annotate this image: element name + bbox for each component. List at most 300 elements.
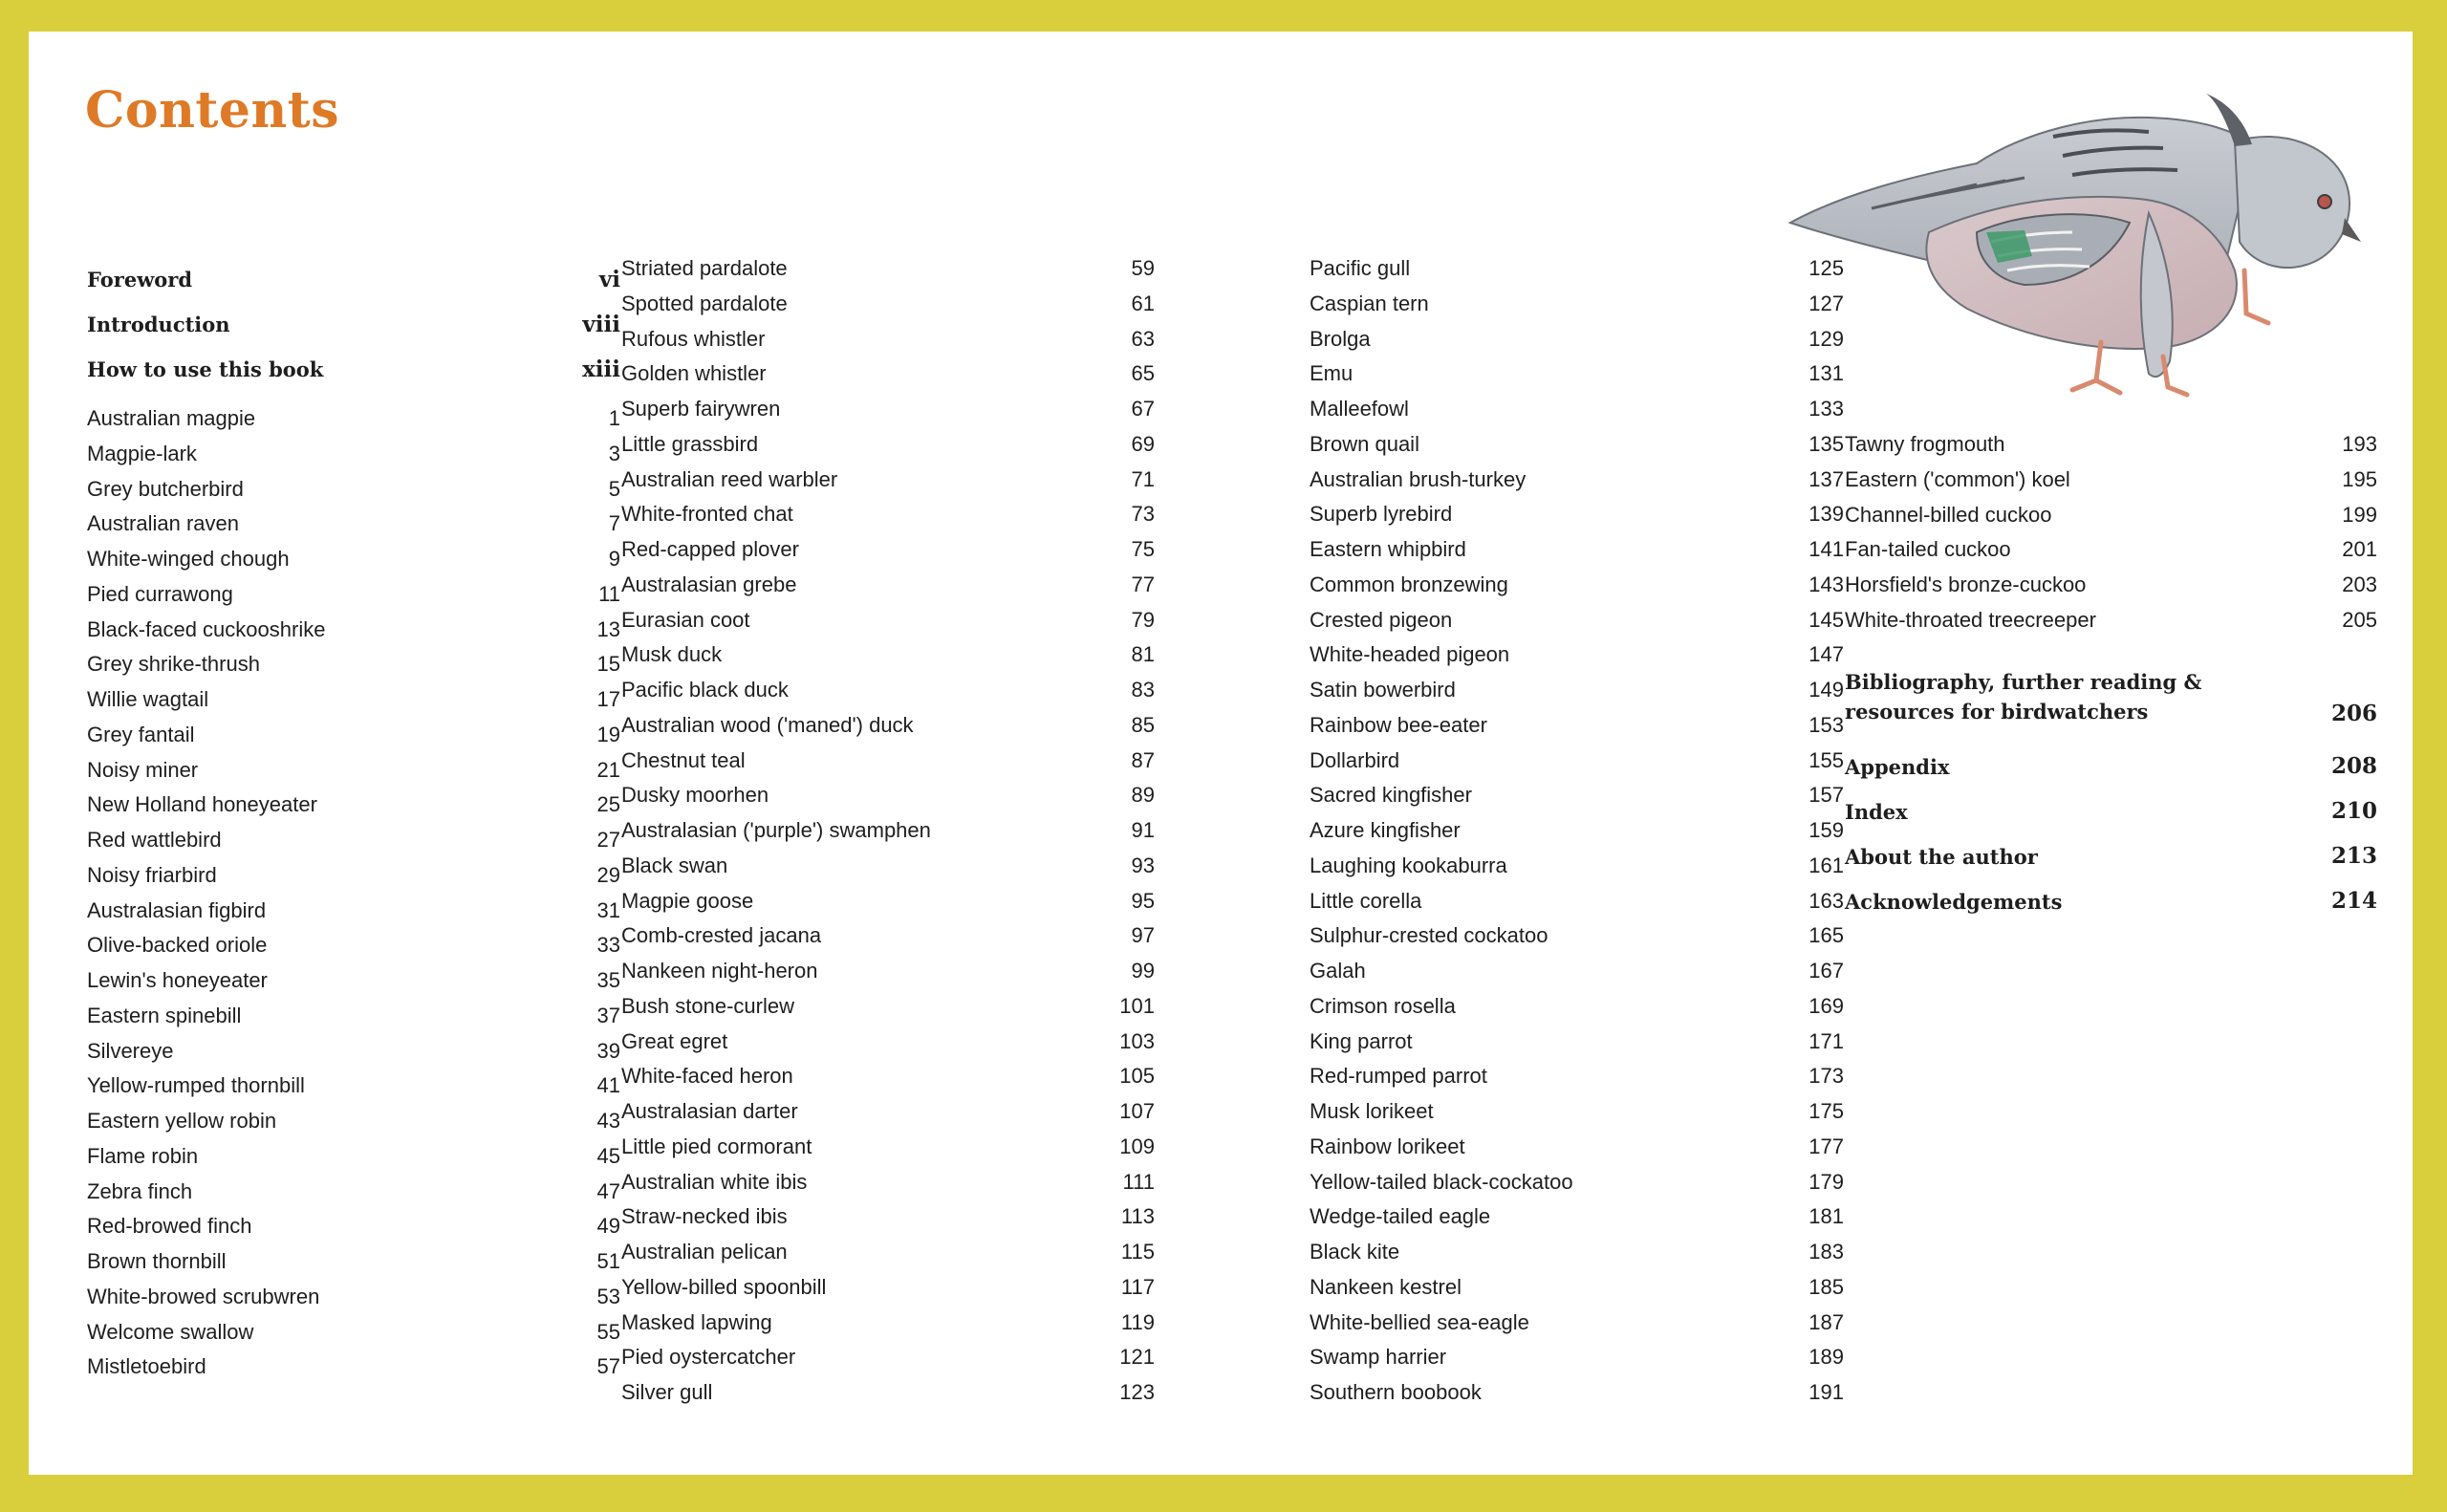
toc-entry[interactable] <box>1310 1199 1844 1235</box>
entry-label: Comb-crested jacana <box>621 923 822 948</box>
entry-label: Musk duck <box>621 642 723 667</box>
entry-label: Australasian grebe <box>621 572 797 596</box>
entry-page: 109 <box>1119 1134 1155 1158</box>
entry-label: Eastern whipbird <box>1310 537 1466 561</box>
entry-page: 189 <box>1808 1345 1844 1370</box>
entry-page: xiii <box>582 356 620 382</box>
entry-label: Foreword <box>87 268 193 292</box>
entry-label: Australian pelican <box>621 1240 788 1264</box>
toc-entry[interactable] <box>87 963 620 999</box>
entry-label: Bush stone-curlew <box>621 993 794 1018</box>
page-title: Contents <box>85 81 340 140</box>
entry-label: Malleefowl <box>1310 397 1409 421</box>
entry-label: Eastern spinebill <box>87 1003 242 1027</box>
entry-page: 121 <box>1119 1345 1155 1370</box>
toc-entry[interactable] <box>1310 1375 1844 1411</box>
entry-page: 9 <box>608 547 620 571</box>
toc-entry[interactable] <box>1310 708 1844 744</box>
entry-label: Australian wood ('maned') duck <box>621 712 914 737</box>
toc-entry[interactable] <box>621 568 1155 603</box>
entry-label: Yellow-billed spoonbill <box>621 1274 827 1299</box>
entry-page: 125 <box>1808 256 1844 280</box>
entry-page: 13 <box>596 616 620 641</box>
entry-page: 15 <box>596 652 620 677</box>
toc-entry[interactable] <box>87 613 620 648</box>
toc-entry[interactable] <box>1310 813 1844 849</box>
entry-label: Magpie-lark <box>87 441 197 465</box>
entry-label: Nankeen kestrel <box>1310 1274 1462 1299</box>
toc-entry[interactable] <box>621 322 1155 357</box>
toc-entry-appendix[interactable] <box>1845 734 2377 779</box>
toc-entry[interactable] <box>621 744 1155 779</box>
entry-page: 105 <box>1119 1064 1155 1089</box>
entry-page: 147 <box>1808 642 1844 667</box>
toc-entry[interactable] <box>87 999 620 1034</box>
entry-page: 49 <box>596 1214 620 1239</box>
toc-entry-bibliography[interactable] <box>1845 658 2377 734</box>
entry-label: Striated pardalote <box>621 256 788 280</box>
entry-page: 39 <box>596 1038 620 1063</box>
entry-label: Australasian figbird <box>87 897 267 922</box>
toc-entry[interactable] <box>87 1315 620 1350</box>
entry-label: Crimson rosella <box>1310 993 1456 1018</box>
entry-label: Pied currawong <box>87 581 233 606</box>
toc-entry[interactable] <box>621 1270 1155 1306</box>
toc-entry[interactable] <box>621 989 1155 1025</box>
entry-label: Horsfield's bronze-cuckoo <box>1845 572 2087 596</box>
entry-label: Straw-necked ibis <box>621 1204 788 1229</box>
entry-label: White-fronted chat <box>621 502 793 527</box>
entry-label: Grey butcherbird <box>87 476 244 501</box>
entry-page: 157 <box>1808 783 1844 808</box>
toc-entry[interactable] <box>621 251 1155 287</box>
toc-entry-introduction[interactable] <box>87 302 620 347</box>
entry-label: Grey fantail <box>87 722 195 746</box>
entry-page: 31 <box>596 897 620 922</box>
entry-page: 208 <box>2330 753 2377 779</box>
toc-entry[interactable] <box>621 1235 1155 1270</box>
toc-entry[interactable] <box>87 1350 620 1385</box>
toc-entry[interactable] <box>621 918 1155 954</box>
entry-label: Red-rumped parrot <box>1310 1064 1487 1089</box>
toc-entry[interactable] <box>1310 497 1844 532</box>
toc-entry[interactable] <box>87 1280 620 1315</box>
entry-page: 35 <box>596 968 620 992</box>
entry-label-line-2: resources for birdwatchers <box>1845 700 2149 724</box>
entry-page: 123 <box>1119 1380 1155 1404</box>
entry-page: 175 <box>1808 1099 1844 1123</box>
entry-label: Eastern ('common') koel <box>1845 466 2070 491</box>
entry-page: 185 <box>1808 1274 1844 1299</box>
entry-page: 145 <box>1808 607 1844 632</box>
entry-page: 183 <box>1808 1240 1844 1264</box>
entry-page: 101 <box>1119 993 1155 1018</box>
toc-entry[interactable] <box>1310 849 1844 884</box>
entry-page: 55 <box>596 1319 620 1344</box>
entry-page: 213 <box>2330 843 2377 869</box>
entry-label: Caspian tern <box>1310 291 1429 315</box>
entry-page: 17 <box>596 687 620 711</box>
toc-entry[interactable] <box>87 577 620 613</box>
entry-page: 77 <box>1131 572 1155 596</box>
toc-entry-how-to-use[interactable] <box>87 347 620 392</box>
toc-entry[interactable] <box>1310 673 1844 708</box>
entry-label: Little pied cormorant <box>621 1134 812 1158</box>
entry-label: Noisy friarbird <box>87 862 217 887</box>
toc-entry[interactable] <box>1310 427 1844 463</box>
entry-page: 193 <box>2342 432 2377 456</box>
entry-page: 21 <box>596 757 620 782</box>
entry-label: Introduction <box>87 313 230 336</box>
entry-label: Superb fairywren <box>621 397 781 421</box>
entry-label: Grey shrike-thrush <box>87 652 260 677</box>
entry-label: Appendix <box>1845 755 1950 779</box>
entry-label: Chestnut teal <box>621 747 746 772</box>
entry-page: 45 <box>596 1143 620 1168</box>
toc-entry[interactable] <box>87 682 620 718</box>
entry-label: Lewin's honeyeater <box>87 968 268 992</box>
toc-entry[interactable] <box>621 1375 1155 1411</box>
entry-page: 131 <box>1808 361 1844 386</box>
entry-page: 113 <box>1120 1204 1155 1229</box>
toc-entry[interactable] <box>1310 884 1844 919</box>
entry-label: Eurasian coot <box>621 607 750 632</box>
entry-page: 191 <box>1808 1380 1844 1404</box>
toc-entry[interactable] <box>87 1104 620 1139</box>
entry-page: 107 <box>1119 1099 1155 1123</box>
entry-page: 117 <box>1120 1274 1155 1299</box>
entry-page: 59 <box>1131 256 1155 280</box>
toc-entry[interactable] <box>621 1059 1155 1094</box>
entry-label: Southern boobook <box>1310 1380 1482 1404</box>
entry-page: 173 <box>1808 1064 1844 1089</box>
entry-label: Noisy miner <box>87 757 199 782</box>
entry-label: Fan-tailed cuckoo <box>1845 537 2011 562</box>
toc-entry[interactable] <box>87 401 620 437</box>
toc-entry[interactable] <box>621 1199 1155 1235</box>
toc-entry[interactable] <box>621 427 1155 463</box>
toc-entry-about-author[interactable] <box>1845 824 2377 869</box>
entry-page: 139 <box>1808 502 1844 527</box>
entry-page: 41 <box>596 1073 620 1098</box>
entry-label: Australasian darter <box>621 1099 798 1123</box>
entry-page: 127 <box>1808 291 1844 315</box>
toc-entry[interactable] <box>621 1306 1155 1341</box>
entry-label: Tawny frogmouth <box>1845 432 2005 456</box>
toc-entry[interactable] <box>1845 532 2377 568</box>
entry-label: Yellow-tailed black-cockatoo <box>1310 1169 1573 1194</box>
toc-column-2 <box>621 251 1155 1411</box>
toc-entry[interactable] <box>87 718 620 753</box>
entry-page: 187 <box>1808 1309 1844 1334</box>
entry-page: 103 <box>1119 1028 1155 1053</box>
toc-entry[interactable] <box>1310 568 1844 603</box>
entry-label: Rainbow lorikeet <box>1310 1134 1465 1158</box>
toc-entry[interactable] <box>1310 778 1844 813</box>
toc-entry[interactable] <box>621 813 1155 849</box>
toc-entry[interactable] <box>1310 918 1844 954</box>
toc-entry[interactable] <box>621 1094 1155 1130</box>
entry-label: Rainbow bee-eater <box>1310 712 1487 737</box>
toc-entry[interactable] <box>87 1069 620 1104</box>
entry-page: 91 <box>1131 818 1155 842</box>
entry-label: Masked lapwing <box>621 1309 772 1334</box>
entry-label: Pacific black duck <box>621 678 789 702</box>
toc-column-4 <box>1845 427 2377 638</box>
entry-label: Willie wagtail <box>87 687 209 711</box>
toc-entry[interactable] <box>87 753 620 788</box>
entry-label: Golden whistler <box>621 361 767 386</box>
entry-page: 171 <box>1808 1028 1844 1053</box>
entry-page: 83 <box>1131 678 1155 702</box>
entry-page: 89 <box>1131 783 1155 808</box>
entry-page: 214 <box>2330 888 2377 914</box>
toc-entry[interactable] <box>1310 637 1844 673</box>
toc-entry[interactable] <box>1310 1025 1844 1060</box>
entry-page: 119 <box>1120 1309 1155 1334</box>
toc-entry[interactable] <box>87 1139 620 1175</box>
entry-label: Australian brush-turkey <box>1310 466 1527 491</box>
entry-label: Musk lorikeet <box>1310 1099 1434 1123</box>
toc-entry[interactable] <box>1310 744 1844 779</box>
entry-label: Black swan <box>621 853 728 877</box>
toc-entry[interactable] <box>87 1175 620 1210</box>
toc-entry[interactable] <box>87 1244 620 1280</box>
entry-page: 153 <box>1808 712 1844 737</box>
entry-label: Galah <box>1310 959 1366 983</box>
entry-label: Silver gull <box>621 1380 713 1404</box>
entry-label: New Holland honeyeater <box>87 792 317 817</box>
entry-label: Swamp harrier <box>1310 1345 1447 1370</box>
entry-label: Acknowledgements <box>1845 890 2063 914</box>
entry-page: viii <box>582 312 620 337</box>
entry-page: 210 <box>2330 798 2377 824</box>
entry-page: 71 <box>1131 466 1155 491</box>
entry-page: 63 <box>1131 326 1155 351</box>
toc-entry[interactable] <box>1310 463 1844 498</box>
toc-entry[interactable] <box>621 497 1155 532</box>
toc-entry[interactable] <box>87 788 620 823</box>
entry-page: 115 <box>1120 1240 1155 1264</box>
toc-entry-foreword[interactable] <box>87 257 620 302</box>
entry-page: 161 <box>1808 853 1844 877</box>
entry-label: Zebra finch <box>87 1178 193 1203</box>
entry-label <box>1845 667 2201 726</box>
entry-page: 99 <box>1131 959 1155 983</box>
entry-label: White-winged chough <box>87 547 290 571</box>
contents-page <box>29 32 2413 1475</box>
toc-entry[interactable] <box>87 823 620 858</box>
toc-entry[interactable] <box>87 1034 620 1069</box>
toc-entry[interactable] <box>621 954 1155 989</box>
toc-column-1 <box>87 401 620 1385</box>
entry-page: 79 <box>1131 607 1155 632</box>
toc-entry[interactable] <box>1310 1094 1844 1130</box>
toc-entry[interactable] <box>621 1340 1155 1375</box>
toc-column-3 <box>1310 251 1844 1411</box>
toc-entry[interactable] <box>87 507 620 542</box>
toc-entry[interactable] <box>87 472 620 508</box>
toc-entry[interactable] <box>87 894 620 929</box>
entry-page: 51 <box>596 1249 620 1273</box>
toc-entry[interactable] <box>1310 1235 1844 1270</box>
toc-entry[interactable] <box>1310 251 1844 287</box>
entry-label-line-1: Bibliography, further reading & <box>1845 670 2202 694</box>
entry-page: 95 <box>1131 888 1155 913</box>
toc-entry[interactable] <box>1310 322 1844 357</box>
toc-entry[interactable] <box>87 542 620 577</box>
entry-page: 53 <box>596 1284 620 1308</box>
entry-label: Yellow-rumped thornbill <box>87 1073 305 1098</box>
toc-entry[interactable] <box>1310 1340 1844 1375</box>
entry-label: Wedge-tailed eagle <box>1310 1204 1491 1229</box>
entry-page: 177 <box>1808 1134 1844 1158</box>
entry-page: 137 <box>1808 466 1844 491</box>
entry-page: 27 <box>596 828 620 852</box>
toc-entry[interactable] <box>621 884 1155 919</box>
entry-label: Black kite <box>1310 1240 1400 1264</box>
entry-page: vi <box>598 267 620 292</box>
entry-page: 201 <box>2342 537 2377 562</box>
entry-label: Azure kingfisher <box>1310 818 1461 842</box>
entry-label: White-headed pigeon <box>1310 642 1510 667</box>
entry-page: 169 <box>1808 993 1844 1018</box>
toc-entry[interactable] <box>1310 1306 1844 1341</box>
toc-entry[interactable] <box>621 532 1155 568</box>
entry-page: 111 <box>1122 1169 1155 1194</box>
entry-label: Pied oystercatcher <box>621 1345 796 1370</box>
entry-page: 81 <box>1131 642 1155 667</box>
entry-page: 195 <box>2342 466 2377 491</box>
toc-entry[interactable] <box>621 673 1155 708</box>
toc-entry[interactable] <box>1845 568 2377 603</box>
entry-label: Mistletoebird <box>87 1354 206 1379</box>
toc-entry[interactable] <box>621 637 1155 673</box>
entry-page: 1 <box>608 406 620 430</box>
toc-entry[interactable] <box>87 1209 620 1244</box>
toc-entry[interactable] <box>1845 603 2377 638</box>
entry-label: Welcome swallow <box>87 1319 254 1344</box>
toc-entry[interactable] <box>621 778 1155 813</box>
entry-page: 3 <box>608 441 620 465</box>
entry-page: 67 <box>1131 397 1155 421</box>
entry-page: 181 <box>1808 1204 1844 1229</box>
entry-label: Brown quail <box>1310 431 1419 456</box>
entry-page: 87 <box>1131 747 1155 772</box>
entry-label: Eastern yellow robin <box>87 1109 277 1133</box>
toc-entry[interactable] <box>87 437 620 472</box>
toc-entry[interactable] <box>1845 498 2377 533</box>
toc-entry[interactable] <box>87 647 620 682</box>
toc-entry[interactable] <box>621 708 1155 744</box>
entry-page: 11 <box>598 581 620 606</box>
entry-label: White-throated treecreeper <box>1845 607 2096 632</box>
entry-label: Dollarbird <box>1310 747 1400 772</box>
toc-entry[interactable] <box>1310 989 1844 1025</box>
entry-label: Great egret <box>621 1028 728 1053</box>
entry-page: 155 <box>1808 747 1844 772</box>
entry-label: Common bronzewing <box>1310 572 1508 596</box>
entry-label: How to use this book <box>87 357 324 381</box>
entry-page: 143 <box>1808 572 1844 596</box>
entry-page: 65 <box>1131 361 1155 386</box>
entry-label: Australasian ('purple') swamphen <box>621 818 931 842</box>
toc-entry[interactable] <box>1310 1270 1844 1306</box>
entry-page: 203 <box>2342 572 2377 596</box>
entry-label: Rufous whistler <box>621 326 766 351</box>
entry-page: 135 <box>1808 431 1844 456</box>
entry-label: Red wattlebird <box>87 828 222 852</box>
entry-page: 129 <box>1808 326 1844 351</box>
entry-label: Brown thornbill <box>87 1249 227 1273</box>
toc-entry[interactable] <box>1845 427 2377 463</box>
toc-entry[interactable] <box>1310 603 1844 638</box>
entry-label: Brolga <box>1310 326 1371 351</box>
entry-label: Crested pigeon <box>1310 607 1453 632</box>
toc-entry[interactable] <box>87 928 620 963</box>
toc-entry[interactable] <box>1310 1059 1844 1094</box>
entry-label: Olive-backed oriole <box>87 933 268 958</box>
entry-page: 19 <box>596 722 620 746</box>
toc-entry[interactable] <box>621 1165 1155 1200</box>
toc-entry[interactable] <box>621 356 1155 392</box>
toc-entry-acknowledgements[interactable] <box>1845 869 2377 914</box>
entry-page: 33 <box>596 933 620 958</box>
entry-page: 7 <box>608 511 620 536</box>
entry-label: Black-faced cuckooshrike <box>87 616 326 641</box>
toc-entry[interactable] <box>621 1130 1155 1165</box>
toc-entry[interactable] <box>1310 392 1844 427</box>
toc-entry[interactable] <box>1310 356 1844 392</box>
toc-entry[interactable] <box>1310 532 1844 568</box>
entry-label: Little grassbird <box>621 431 759 456</box>
entry-label: Little corella <box>1310 888 1422 913</box>
entry-label: Australian raven <box>87 511 239 536</box>
toc-entry-index[interactable] <box>1845 779 2377 824</box>
entry-label: White-bellied sea-eagle <box>1310 1309 1529 1334</box>
entry-page: 205 <box>2342 607 2377 632</box>
toc-entry[interactable] <box>621 392 1155 427</box>
entry-label: Dusky moorhen <box>621 783 769 808</box>
toc-entry[interactable] <box>621 603 1155 638</box>
toc-entry[interactable] <box>87 858 620 894</box>
entry-label: Pacific gull <box>1310 256 1411 280</box>
entry-page: 57 <box>596 1354 620 1379</box>
toc-entry[interactable] <box>621 463 1155 498</box>
entry-label: Sulphur-crested cockatoo <box>1310 923 1548 948</box>
toc-entry[interactable] <box>621 849 1155 884</box>
entry-page: 199 <box>2342 502 2377 527</box>
toc-entry[interactable] <box>1310 954 1844 989</box>
back-matter-list <box>1845 658 2377 914</box>
entry-label: Channel-billed cuckoo <box>1845 502 2052 527</box>
entry-page: 75 <box>1131 537 1155 561</box>
toc-entry[interactable] <box>621 1025 1155 1060</box>
toc-entry[interactable] <box>1310 1130 1844 1165</box>
entry-page: 5 <box>608 476 620 501</box>
toc-entry[interactable] <box>1845 463 2377 498</box>
entry-page: 37 <box>596 1003 620 1027</box>
toc-entry[interactable] <box>1310 287 1844 322</box>
entry-label: Emu <box>1310 361 1353 386</box>
entry-label: Spotted pardalote <box>621 291 788 315</box>
front-matter-list <box>87 257 620 392</box>
entry-page: 47 <box>596 1178 620 1203</box>
entry-page: 85 <box>1131 712 1155 737</box>
toc-entry[interactable] <box>621 287 1155 322</box>
entry-label: Red-capped plover <box>621 537 799 561</box>
toc-entry[interactable] <box>1310 1165 1844 1200</box>
